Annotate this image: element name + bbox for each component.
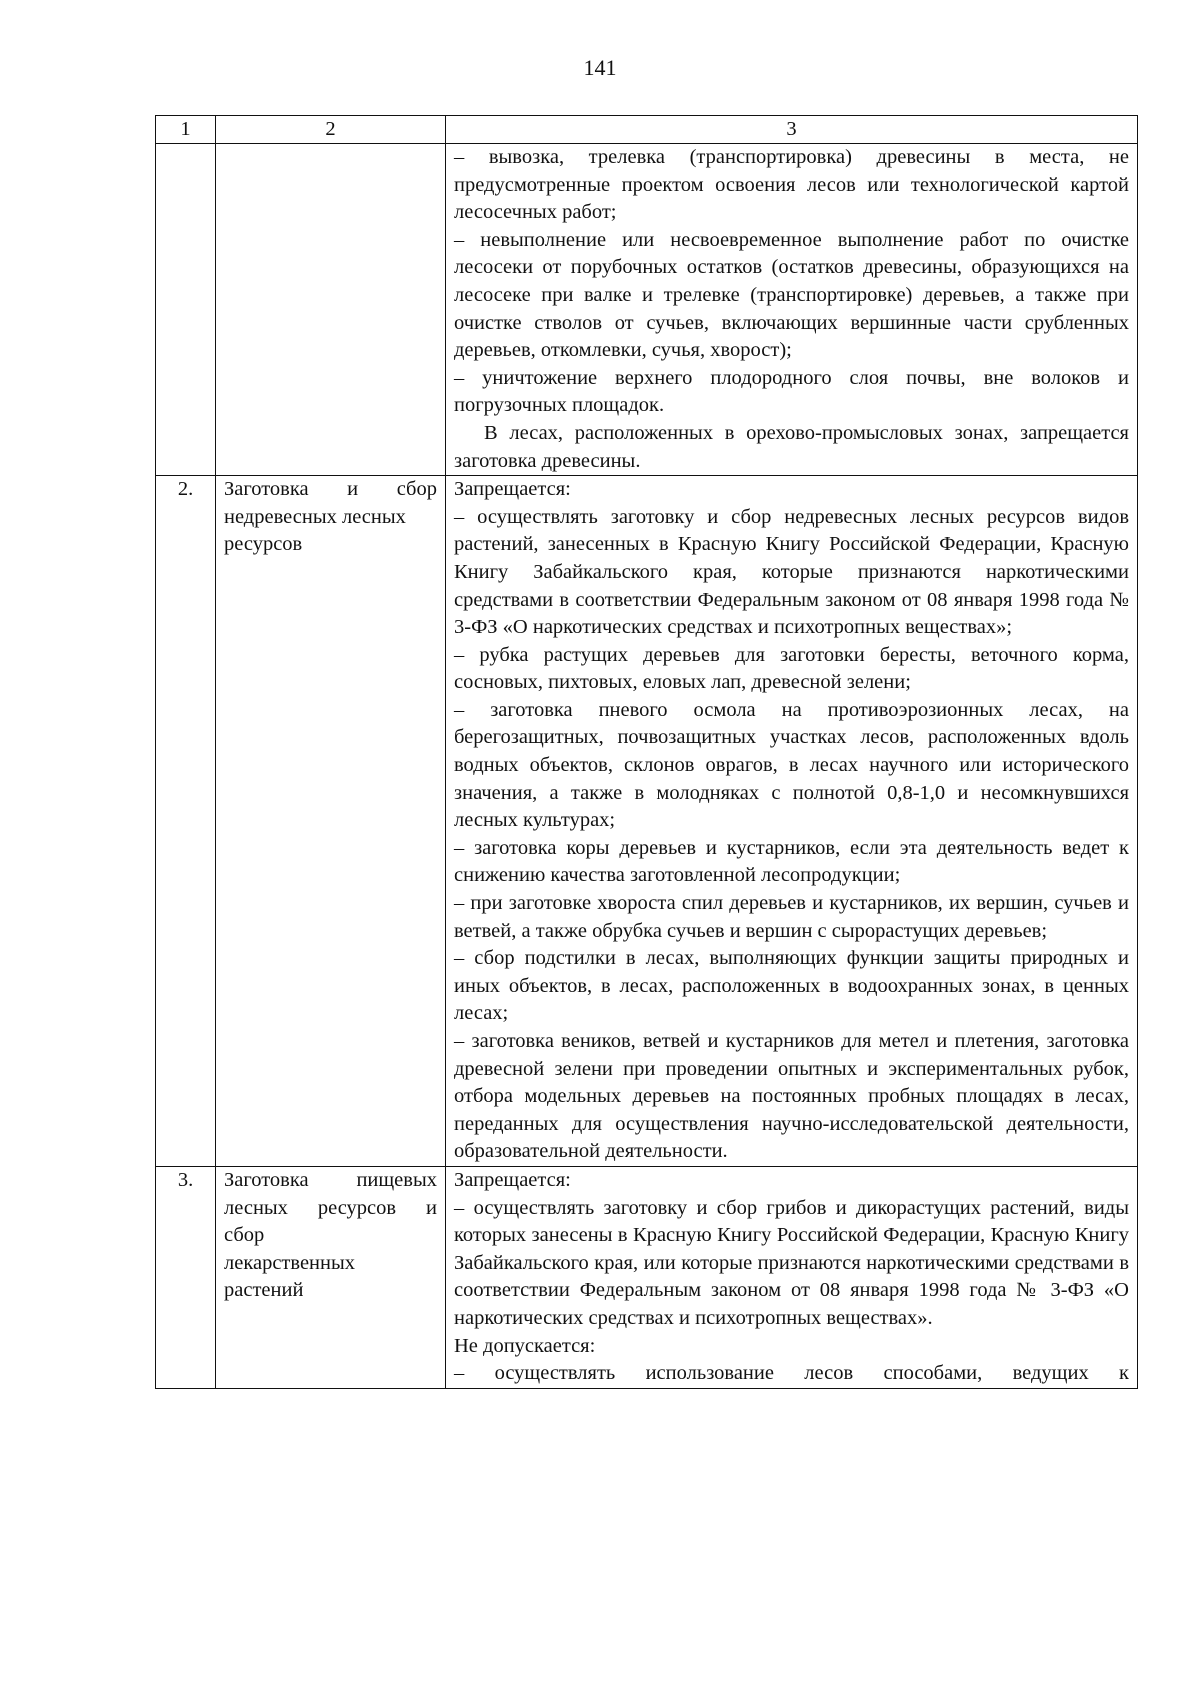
list-item: – невыполнение или несвоевременное выполнение работ по очистке лесосеки от порубочных остатков (остатков древесины, образующихся на лесосеке при валке и трелевке (транспортировке) деревьев, а также при очистке стволов от сучьев, включающих вершинные части срубленных деревьев, откомлевки, сучья, хворост); [454,228,1129,362]
row-content [446,476,1138,1167]
row-name-line: лесных ресурсов и [224,1196,437,1219]
row-name [216,144,446,476]
page-number: 141 [583,55,617,80]
row-content [446,1166,1138,1388]
table-row-2 [156,476,1138,1167]
row-number: 3. [156,1166,216,1388]
list-item: – осуществлять использование лесов способами, ведущих к [454,1362,1129,1385]
row-name [216,476,446,1167]
list-item: – заготовка пневого осмола на противоэрозионных лесах, на берегозащитных, почвозащитных участках лесов, расположенных вдоль водных объектов, склонов оврагов, в лесах научного или исторического значения, а также в молодняках с полнотой 0,8-1,0 и несомкнувшихся лесных культурах; [454,698,1129,832]
list-item: – уничтожение верхнего плодородного слоя почвы, вне волоков и погрузочных площадок. [454,366,1129,417]
note-paragraph: В лесах, расположенных в орехово-промысловых зонах, запрещается заготовка древесины. [454,421,1129,472]
list-item: – осуществлять заготовку и сбор недревесных лесных ресурсов видов растений, занесенных в Красную Книгу Российской Федерации, Красную Книгу Забайкальского края, которые признаются наркотическими средствами в соответствии Федеральным законом от 08 января 1998 года № 3-ФЗ «О наркотических средствах и психотропных веществах»; [454,505,1129,639]
row-name [216,1166,446,1388]
list-item: – вывозка, трелевка (транспортировка) древесины в места, не предусмотренные проектом освоения лесов или технологической картой лесосечных работ; [454,146,1129,224]
row-number [156,144,216,476]
list-item: – сбор подстилки в лесах, выполняющих функции защиты природных и иных объектов, в лесах, расположенных в водоохранных зонах, в ценных лесах; [454,947,1129,1025]
row-name-rest: сбор лекарственных растений [224,1224,356,1302]
intro-label: Запрещается: [454,1168,571,1191]
intro-label: Не допускается: [454,1334,596,1357]
intro-label: Запрещается: [454,478,571,501]
row-name-rest: недревесных лесных ресурсов [224,505,406,556]
list-item: – при заготовке хвороста спил деревьев и кустарников, их вершин, сучьев и ветвей, а также обрубка сучьев и вершин с сырорастущих деревьев; [454,892,1129,942]
row-name-line: Заготовка пищевых [224,1168,437,1191]
table-header-row [156,116,1138,144]
header-col-3: 3 [446,116,1138,144]
list-item: – заготовка коры деревьев и кустарников, если эта деятельность ведет к снижению качества заготовленной лесопродукции; [454,836,1129,887]
regulation-table [155,115,1138,1389]
table-row-continuation [156,144,1138,476]
table-row-3 [156,1166,1138,1388]
header-col-1: 1 [156,116,216,144]
row-name-line: Заготовка и сбор [224,478,437,501]
row-content [446,144,1138,476]
list-item: – заготовка веников, ветвей и кустарников для метел и плетения, заготовка древесной зелени при проведении опытных и экспериментальных рубок, отбора модельных деревьев на постоянных пробных площадях в лесах, переданных для осуществления научно-исследовательской деятельности, образовательной деятельности. [454,1030,1129,1163]
row-number: 2. [156,476,216,1167]
header-col-2: 2 [216,116,446,144]
list-item: – осуществлять заготовку и сбор грибов и дикорастущих растений, виды которых занесены в Красную Книгу Российской Федерации, Красную Книгу Забайкальского края, или которые признаются наркотическими средствами в соответствии Федеральным законом от 08 января 1998 года № 3-ФЗ «О наркотических средствах и психотропных веществах». [454,1196,1129,1329]
list-item: – рубка растущих деревьев для заготовки бересты, веточного корма, сосновых, пихтовых, еловых лап, древесной зелени; [454,643,1129,694]
